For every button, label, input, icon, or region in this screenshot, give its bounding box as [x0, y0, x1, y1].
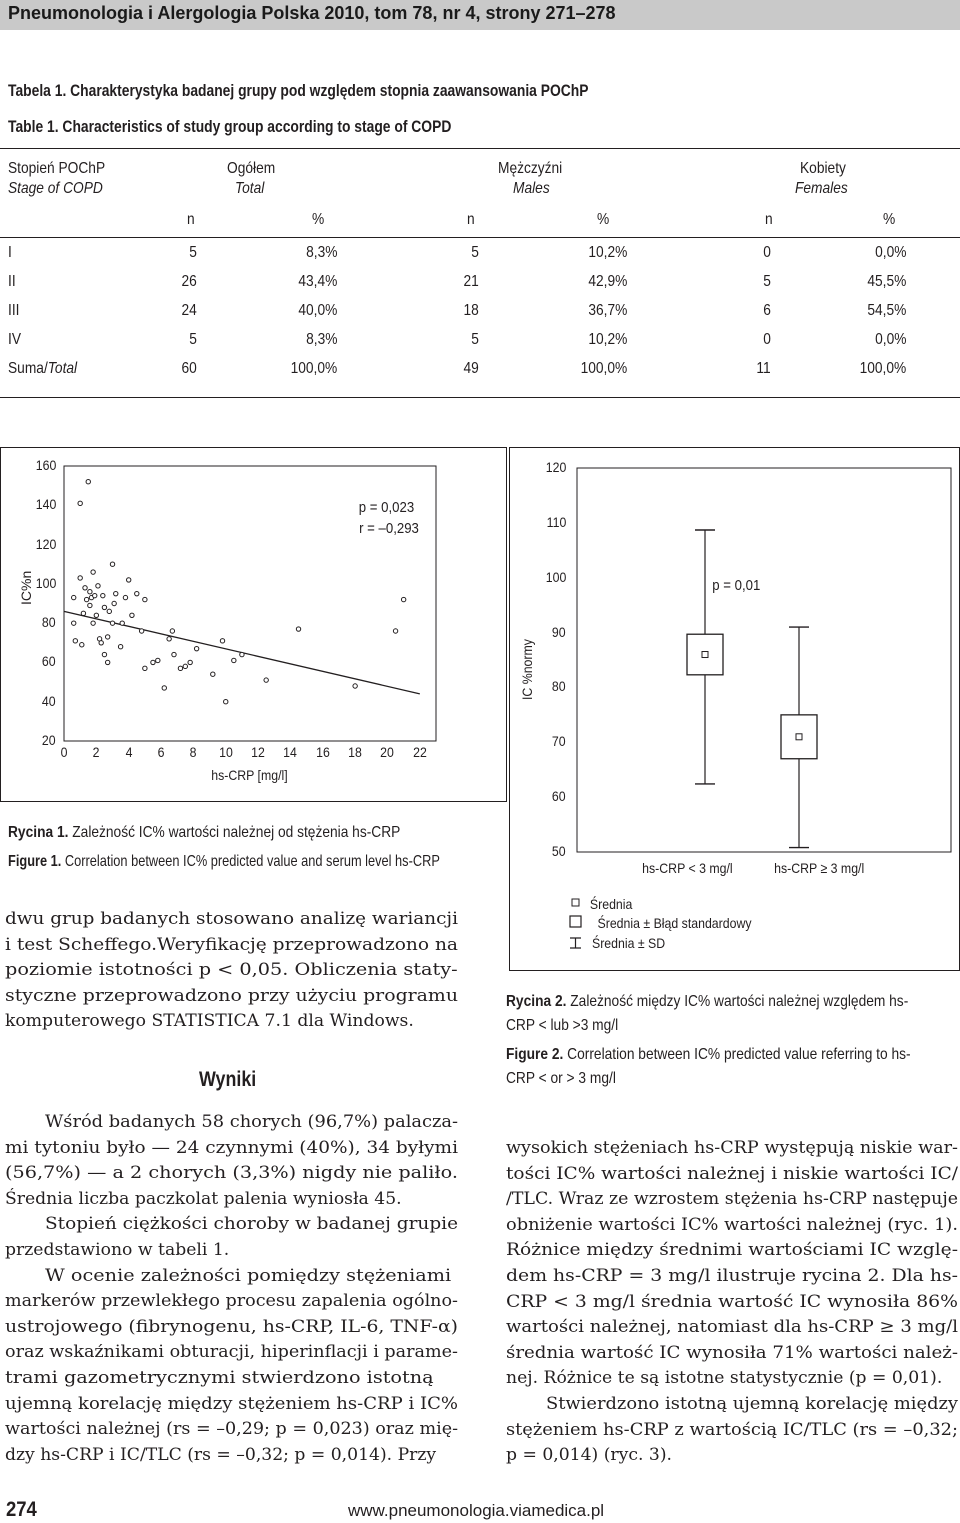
figure1-data-point	[143, 597, 147, 601]
figure1-data-point	[107, 609, 111, 613]
figure1-xlabel: hs-CRP [mg/l]	[211, 767, 288, 783]
col-header-females: Kobiety	[800, 160, 846, 177]
legend-mean-icon	[572, 899, 579, 906]
figure1-data-point	[401, 597, 405, 601]
figure1-data-point	[96, 584, 100, 588]
figure1-data-point	[102, 652, 106, 656]
figure1-data-point	[118, 645, 122, 649]
figure1-data-point	[83, 586, 87, 590]
figure1-caption-en-label: Figure 1.	[8, 853, 62, 870]
figure1-data-point	[143, 666, 147, 670]
figure1-data-point	[114, 591, 118, 595]
body-line: oraz wskaźnikami obturacji, hiperinflacji i parame-	[5, 1342, 458, 1363]
figure1-ytick-label: 80	[42, 614, 56, 631]
figure1-data-point	[126, 578, 130, 582]
table-row-stage	[8, 360, 77, 378]
figure1-data-point	[211, 672, 215, 676]
figure2-caption-pl-text: Zależność między IC% wartości należnej względem hs-	[570, 993, 909, 1010]
figure1-data-point	[112, 601, 116, 605]
figure1-data-point	[130, 613, 134, 617]
legend-se-icon	[570, 916, 581, 927]
figure2-ylabel: IC %normy	[519, 639, 535, 700]
table-cell: 10,2%	[587, 331, 627, 348]
stage-label: II	[8, 273, 16, 290]
figure1-ytick-label: 120	[35, 535, 56, 552]
figure2-box-chart	[509, 447, 960, 971]
table-cell: 0	[763, 244, 771, 261]
figure1-xtick-label: 14	[283, 744, 298, 760]
stage-label: I	[8, 244, 12, 261]
body-line: ustrojowego (fibrynogenu, hs-CRP, IL-6, TNF-α)	[5, 1316, 458, 1337]
figure1-data-point	[101, 593, 105, 597]
figure1-ytick-label: 100	[35, 574, 56, 591]
stage-label: III	[8, 302, 20, 319]
figure1-data-point	[123, 595, 127, 599]
figure2-category-low: hs-CRP < 3 mg/l	[642, 860, 733, 876]
table-cell: 26	[181, 273, 197, 290]
table-cell: 5	[471, 244, 479, 261]
body-line: obniżenie wartości IC% wartości należnej (ryc. 1).	[506, 1214, 958, 1235]
table-cell: 6	[763, 302, 771, 319]
body-line: p = 0,014) (ryc. 3).	[506, 1445, 672, 1466]
table-cell: 40,0%	[297, 302, 337, 319]
table-row-stage	[8, 244, 12, 262]
figure1-data-point	[393, 629, 397, 633]
table-cell: 8,3%	[305, 331, 337, 348]
table-cell: 5	[189, 244, 197, 261]
figure1-data-point	[86, 480, 90, 484]
table-cell: 21	[463, 273, 479, 290]
figure2-caption-pl-1	[506, 993, 908, 1011]
figure1-caption-en	[8, 853, 440, 871]
table-cell: 18	[463, 302, 479, 319]
table-cell: 24	[181, 302, 197, 319]
figure1-xtick-label: 12	[251, 744, 265, 760]
figure1-data-point	[120, 621, 124, 625]
figure2-caption-pl-2: CRP < lub >3 mg/l	[506, 1017, 619, 1034]
figure2-caption-en-text: Correlation between IC% predicted value referring to hs-	[567, 1046, 911, 1063]
table-cell: 0,0%	[874, 331, 906, 348]
figure1-data-point	[94, 613, 98, 617]
figure1-data-point	[105, 660, 109, 664]
figure1-caption-en-text: Correlation between IC% predicted value and serum level hs-CRP	[64, 853, 440, 870]
col-header-stage: Stopień POChP	[8, 160, 106, 177]
figure2-ytick-label: 120	[545, 459, 566, 475]
table-cell: 11	[756, 360, 771, 377]
col-header-males-en: Males	[513, 180, 550, 197]
table-cell: 100,0%	[580, 360, 627, 377]
body-line: dzy hs-CRP i IC/TLC (rs = –0,32; p = 0,014). Przy	[5, 1444, 437, 1465]
figure1-data-point	[110, 621, 114, 625]
figure1-xtick-label: 18	[348, 744, 362, 760]
figure1-data-point	[78, 576, 82, 580]
sub-header-pct: %	[597, 211, 610, 228]
figure1-ytick-label: 60	[42, 653, 56, 670]
figure1-xtick-label: 4	[125, 744, 133, 760]
table-cell: 100,0%	[290, 360, 337, 377]
figure1-ylabel: IC%n	[18, 570, 34, 605]
section-heading-results: Wyniki	[199, 1068, 257, 1091]
figure1-data-point	[91, 570, 95, 574]
sub-header-pct: %	[312, 211, 325, 228]
figure2-caption-en-1	[506, 1046, 911, 1064]
stage-label: IV	[8, 331, 22, 348]
body-line: wartości należnej (rs = –0,29; p = 0,023) oraz mię-	[5, 1419, 458, 1440]
sub-header-n: n	[765, 211, 773, 228]
body-line: Różnice między średnimi wartościami IC wzglę-	[506, 1240, 958, 1261]
figure1-data-point	[72, 621, 76, 625]
table-cell: 54,5%	[866, 302, 906, 319]
figure1-data-point	[232, 658, 236, 662]
body-line: komputerowego STATISTICA 7.1 dla Windows.	[5, 1011, 414, 1032]
table-cell: 49	[463, 360, 479, 377]
figure1-data-point	[296, 627, 300, 631]
figure2-ytick-label: 80	[552, 678, 566, 695]
body-line: /TLC. Wraz ze wzrostem stężenia hs-CRP następuje	[506, 1189, 958, 1210]
figure2-ytick-label: 90	[552, 623, 566, 640]
body-line: styczne przeprowadzono przy użyciu programu	[5, 985, 458, 1006]
figure1-xtick-label: 10	[218, 744, 233, 760]
body-line: Stopień ciężkości choroby w badanej grupie	[45, 1214, 458, 1235]
table-cell: 42,9%	[587, 273, 627, 290]
table-cell: 43,4%	[297, 273, 337, 290]
body-line: dem hs-CRP = 3 mg/l ilustruje rycina 2. Dla hs-	[506, 1266, 958, 1286]
figure2-ytick-label: 50	[552, 843, 566, 859]
table-top-rule	[0, 148, 960, 149]
figure1-data-point	[110, 562, 114, 566]
table-row-stage	[8, 273, 16, 291]
figure2-ytick-label: 100	[545, 568, 566, 585]
figure1-data-point	[224, 700, 228, 704]
figure1-xtick-label: 6	[157, 744, 165, 760]
figure1-ytick-label: 40	[42, 692, 56, 709]
figure1-data-point	[80, 643, 84, 647]
figure1-caption-pl-text: Zależność IC% wartości należnej od stężenia hs-CRP	[72, 824, 401, 841]
figure1-data-point	[99, 641, 103, 645]
figure1-data-point	[178, 666, 182, 670]
figure1-data-point	[151, 660, 155, 664]
footer-url[interactable]: www.pneumonologia.viamedica.pl	[348, 1501, 605, 1520]
figure1-xtick-label: 22	[412, 744, 427, 760]
figure1-ytick-label: 20	[42, 732, 56, 748]
figure1-data-point	[73, 639, 77, 643]
figure1-caption-pl-label: Rycina 1.	[8, 824, 69, 841]
legend-sd-label: Średnia ± SD	[591, 935, 666, 951]
figure2-ytick-label: 70	[552, 733, 566, 750]
body-line: nej. Różnice te są istotne statystycznie (p = 0,01).	[506, 1368, 943, 1389]
table-cell: 45,5%	[866, 273, 906, 290]
body-line: (56,7%) — a 2 chorych (3,3%) nigdy nie paliło.	[5, 1163, 459, 1184]
figure2-ytick-label: 60	[552, 788, 566, 805]
body-line: markerów przewlekłego procesu zapalenia ogólno-	[5, 1291, 459, 1312]
table-cell: 60	[181, 360, 197, 377]
figure1-data-point	[167, 637, 171, 641]
body-line: CRP < 3 mg/l średnia wartość IC wynosiła 86%	[506, 1291, 958, 1312]
figure1-data-point	[172, 652, 176, 656]
figure1-annotation-r: r = –0,293	[359, 520, 419, 537]
body-line: dwu grup badanych stosowano analizę wariancji	[5, 909, 458, 929]
table-cell: 100,0%	[859, 360, 906, 377]
body-line: ujemną korelację między stężeniem hs-CRP i IC%	[5, 1393, 458, 1414]
figure1-data-point	[84, 597, 88, 601]
table-header-rule	[0, 237, 960, 238]
figure1-data-point	[81, 611, 85, 615]
sub-header-n: n	[467, 211, 475, 228]
figure1-data-point	[78, 501, 82, 505]
table-cell: 5	[471, 331, 479, 348]
figure1-data-point	[139, 629, 143, 633]
figure1-ytick-label: 160	[35, 457, 56, 473]
col-header-stage-en: Stage of COPD	[8, 180, 103, 197]
figure1-data-point	[156, 658, 160, 662]
table-caption-pl: Tabela 1. Charakterystyka badanej grupy pod względem stopnia zaawansowania POChP	[8, 82, 589, 100]
figure1-data-point	[88, 603, 92, 607]
body-line: średnia wartość IC wynosiła 71% wartości należ-	[506, 1342, 958, 1363]
body-line: stężeniem hs-CRP z wartością IC/TLC (rs = –0,32;	[506, 1419, 958, 1440]
body-line: Stwierdzono istotną ujemną korelację między	[546, 1394, 958, 1414]
figure1-data-point	[105, 635, 109, 639]
figure1-xtick-label: 20	[380, 744, 395, 760]
figure1-data-point	[93, 593, 97, 597]
figure1-data-point	[353, 684, 357, 688]
figure1-data-point	[220, 639, 224, 643]
sub-header-n: n	[187, 211, 195, 228]
table-cell: 0	[763, 331, 771, 348]
table-cell: 8,3%	[305, 244, 337, 261]
figure1-xtick-label: 8	[189, 744, 197, 760]
body-line: wysokich stężeniach hs-CRP występują niskie war-	[506, 1138, 958, 1158]
figure1-data-point	[240, 652, 244, 656]
figure1-data-point	[135, 591, 139, 595]
figure2-plot-area	[577, 468, 951, 852]
body-line: Średnia liczba paczkolat palenia wyniosła 45.	[5, 1188, 402, 1209]
figure1-data-point	[183, 664, 187, 668]
stage-label-en: Total	[47, 360, 78, 377]
legend-sd-icon	[570, 938, 581, 948]
figure1-caption-pl	[8, 824, 400, 842]
figure1-data-point	[188, 660, 192, 664]
legend-mean-label: Średnia	[589, 896, 633, 912]
body-line: poziomie istotności p < 0,05. Obliczenia staty-	[5, 960, 458, 981]
mean-marker	[702, 652, 708, 658]
figure1-xtick-label: 2	[92, 744, 100, 760]
figure2-caption-en-2: CRP < or > 3 mg/l	[506, 1070, 616, 1087]
body-line: tości IC% wartości należnej i niskie wartości IC/	[506, 1163, 958, 1184]
figure2-caption-pl-label: Rycina 2.	[506, 993, 567, 1010]
body-line: i test Scheffego.Weryfikację przeprowadzono na	[5, 934, 458, 955]
figure1-data-point	[170, 629, 174, 633]
figure2-category-high: hs-CRP ≥ 3 mg/l	[774, 860, 865, 876]
body-line: trami gazometrycznymi stwierdzono istotną	[5, 1368, 434, 1388]
col-header-females-en: Females	[795, 180, 848, 197]
figure1-xtick-label: 0	[60, 744, 68, 760]
page-number: 274	[6, 1498, 37, 1521]
figure2-annotation-p: p = 0,01	[712, 577, 761, 594]
figure2-caption-en-label: Figure 2.	[506, 1046, 564, 1063]
col-header-total: Ogółem	[227, 160, 276, 177]
table-row-stage	[8, 331, 21, 349]
figure1-data-point	[88, 590, 92, 594]
col-header-males: Mężczyźni	[498, 160, 563, 177]
figure1-annotation-p: p = 0,023	[358, 499, 415, 516]
col-header-total-en: Total	[235, 180, 265, 197]
body-line: mi tytoniu było — 24 czynnymi (40%), 34 byłymi	[5, 1137, 458, 1158]
figure1-data-point	[264, 678, 268, 682]
figure1-data-point	[194, 646, 198, 650]
table-cell: 5	[763, 273, 771, 290]
figure1-xtick-label: 16	[315, 744, 330, 760]
body-line: przedstawiono w tabeli 1.	[5, 1240, 230, 1260]
table-cell: 36,7%	[587, 302, 627, 319]
table-row-stage	[8, 302, 19, 320]
figure1-data-point	[91, 621, 95, 625]
figure1-ytick-label: 140	[35, 496, 56, 513]
table-cell: 0,0%	[874, 244, 906, 261]
body-line: wartości należnej, natomiast dla hs-CRP ≥ 3 mg/l	[506, 1317, 958, 1338]
sub-header-pct: %	[883, 211, 896, 228]
figure1-data-point	[162, 686, 166, 690]
table-cell: 10,2%	[587, 244, 627, 261]
table-bottom-rule	[0, 397, 960, 398]
legend-se-label: Średnia ± Błąd standardowy	[597, 915, 752, 931]
table-caption-en: Table 1. Characteristics of study group according to stage of COPD	[8, 118, 452, 136]
mean-marker	[796, 734, 802, 740]
stage-label: Suma/	[8, 360, 48, 377]
figure2-ytick-label: 110	[546, 513, 566, 530]
body-line: Wśród badanych 58 chorych (96,7%) palacza-	[45, 1112, 458, 1132]
figure1-data-point	[102, 605, 106, 609]
body-line: W ocenie zależności pomiędzy stężeniami	[45, 1265, 452, 1286]
figure1-data-point	[72, 595, 76, 599]
table-cell: 5	[189, 331, 197, 348]
journal-header-title: Pneumonologia i Alergologia Polska 2010, tom 78, nr 4, strony 271–278	[8, 3, 616, 23]
